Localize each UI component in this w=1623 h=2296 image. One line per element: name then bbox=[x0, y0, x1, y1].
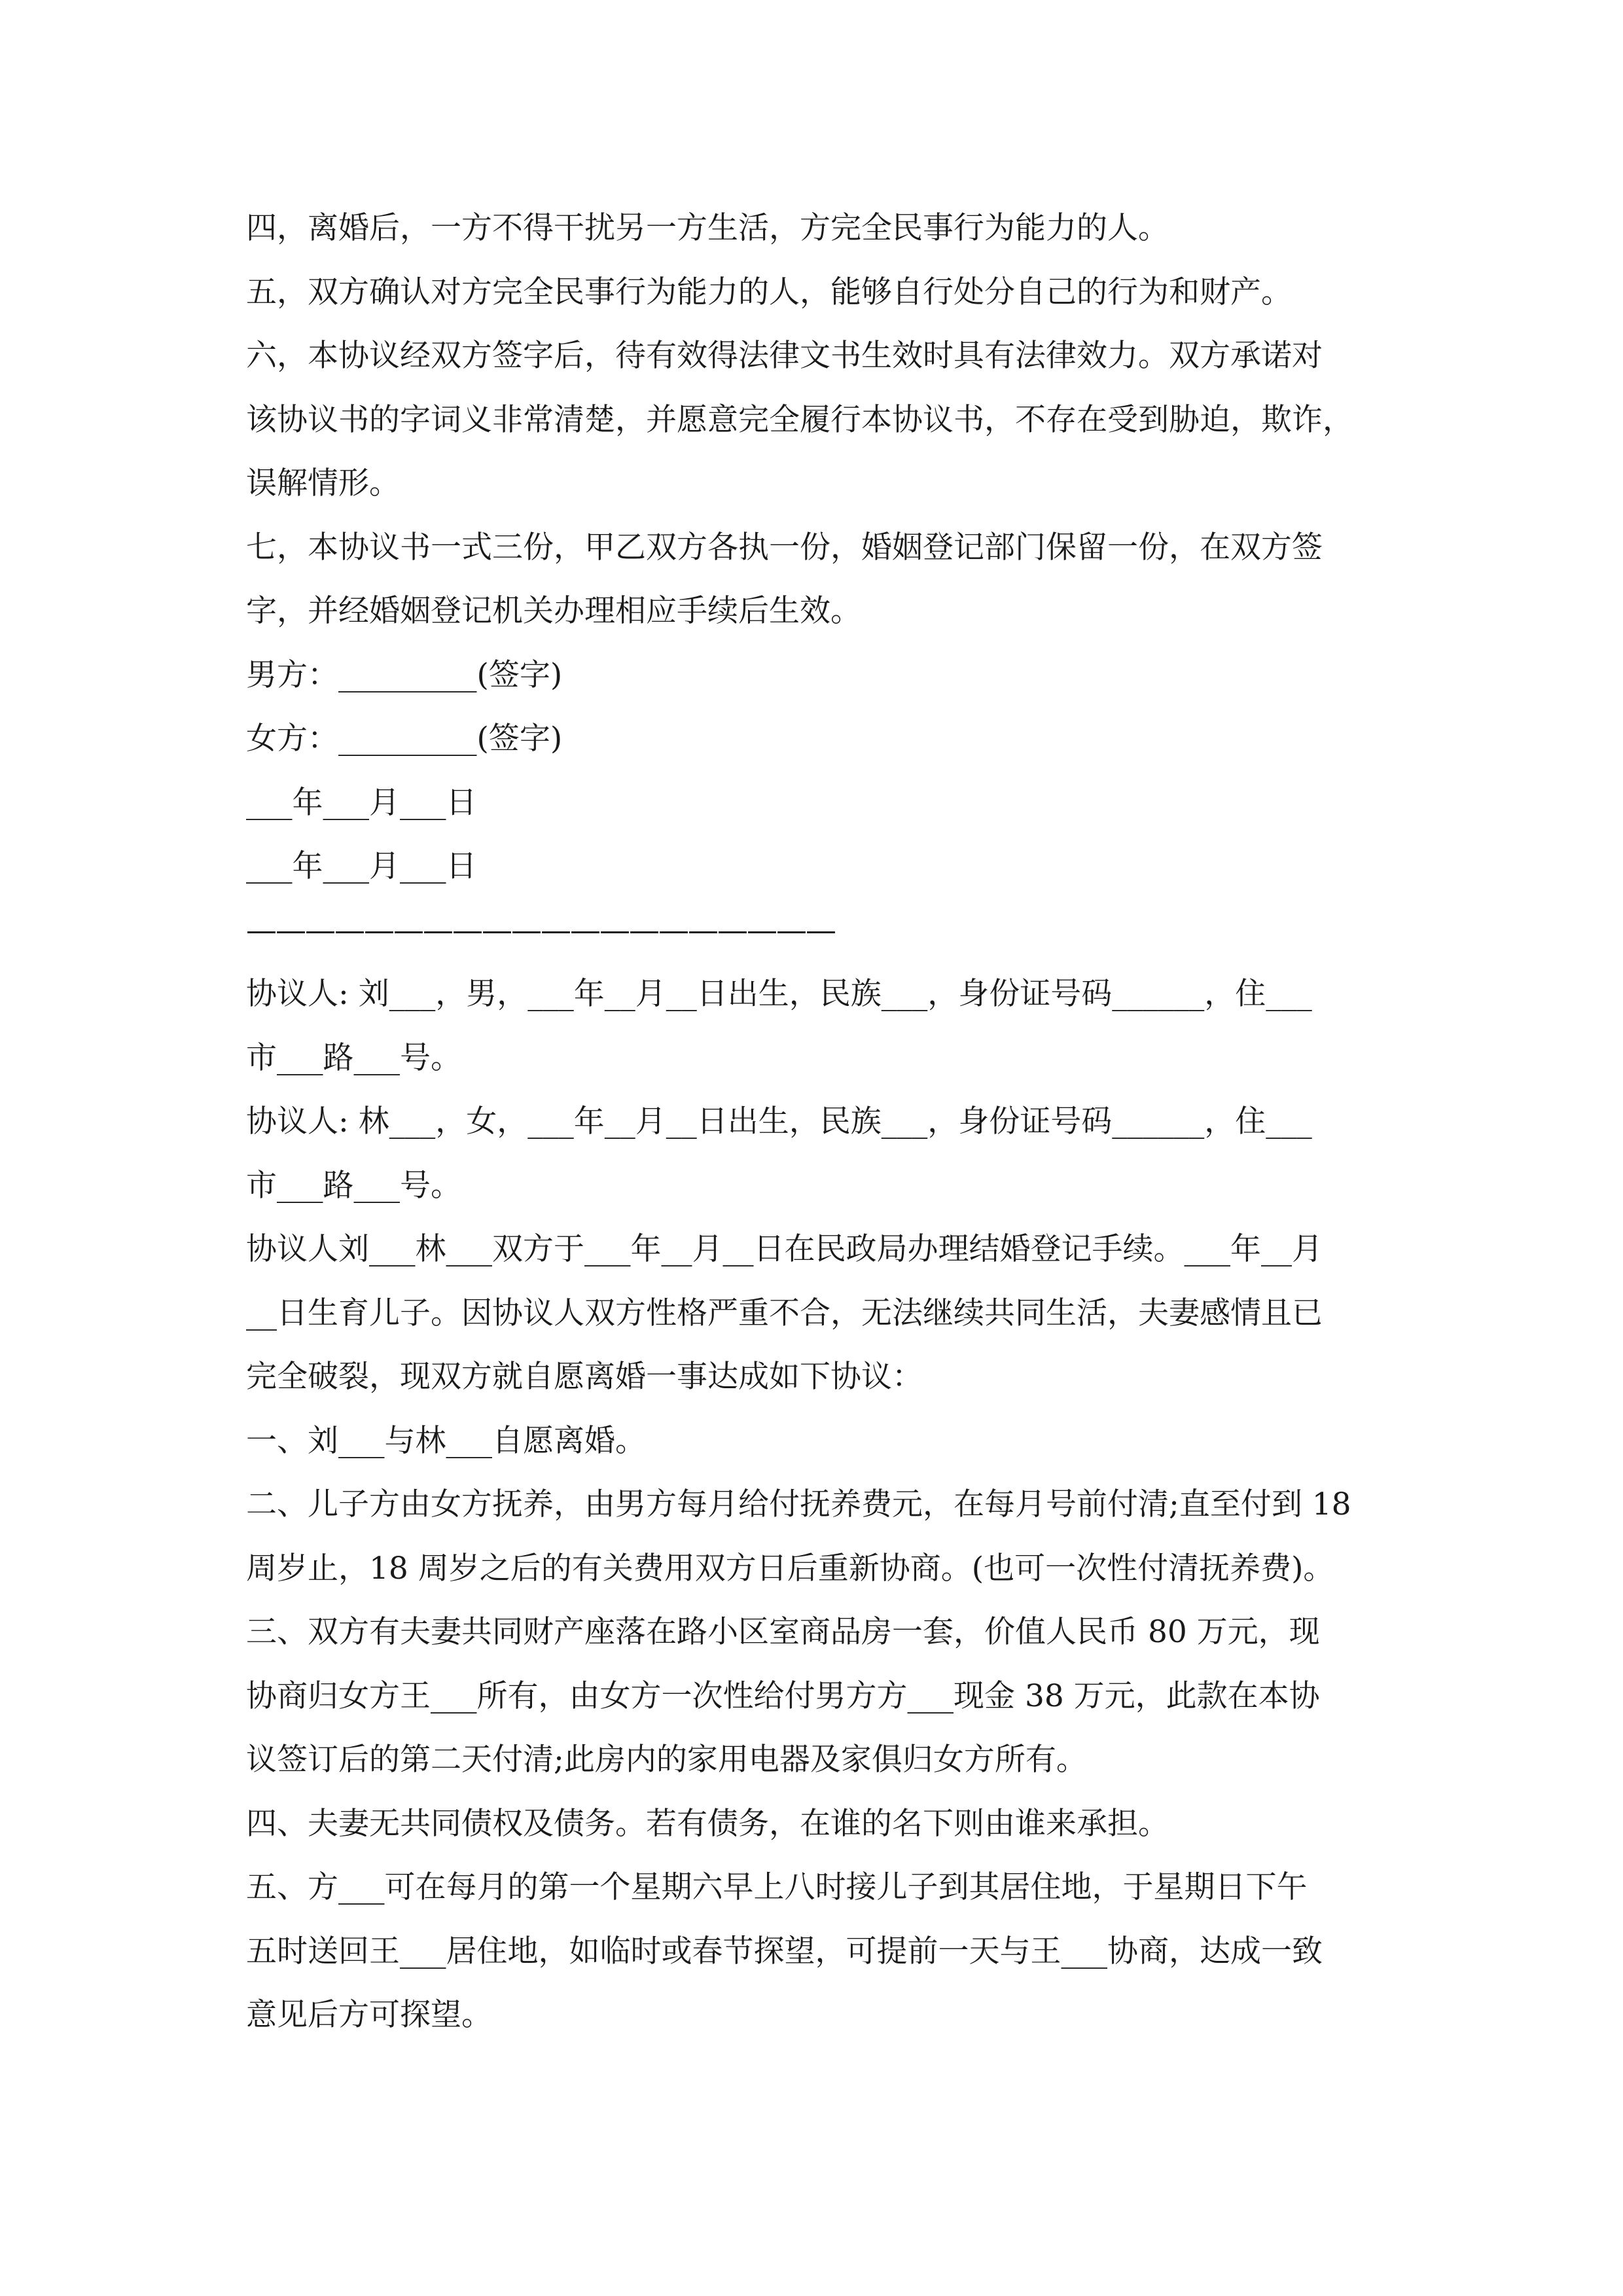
article-3-line-1: 三、双方有夫妻共同财产座落在路小区室商品房一套，价值人民币 80 万元，现 bbox=[246, 1614, 1320, 1650]
article-4-line: 四、夫妻无共同债权及债务。若有债务，在谁的名下则由谁来承担。 bbox=[246, 1805, 1169, 1842]
clause-6-line-2: 该协议书的字词义非常清楚，并愿意完全履行本协议书，不存在受到胁迫，欺诈， bbox=[246, 401, 1353, 438]
male-signature-line: 男方：_________(签字) bbox=[246, 656, 563, 693]
article-2-line-1: 二、儿子方由女方抚养，由男方每月给付抚养费元，在每月号前付清;直至付到 18 bbox=[246, 1486, 1351, 1522]
article-5-line-2: 五时送回王___居住地，如临时或春节探望，可提前一天与王___协商，达成一致 bbox=[246, 1933, 1323, 1969]
clause-4-line: 四，离婚后，一方不得干扰另一方生活，方完全民事行为能力的人。 bbox=[246, 210, 1169, 246]
date-line-2: ___年___月___日 bbox=[246, 848, 477, 884]
party-liu-line-1: 协议人: 刘___，男，___年__月__日出生，民族___，身份证号码______，住___ bbox=[246, 976, 1312, 1012]
clause-5-line: 五，双方确认对方完全民事行为能力的人，能够自行处分自己的行为和财产。 bbox=[246, 274, 1292, 310]
article-5-line-3: 意见后方可探望。 bbox=[246, 1997, 492, 2033]
party-lin-line-2: 市___路___号。 bbox=[246, 1167, 461, 1204]
preamble-line-2: __日生育儿子。因协议人双方性格严重不合，无法继续共同生活，夫妻感情且已 bbox=[246, 1295, 1323, 1331]
party-lin-line-1: 协议人: 林___，女，___年__月__日出生，民族___，身份证号码______，住___ bbox=[246, 1103, 1312, 1139]
article-1-line: 一、刘___与林___自愿离婚。 bbox=[246, 1422, 646, 1459]
clause-7-line-2: 字，并经婚姻登记机关办理相应手续后生效。 bbox=[246, 593, 861, 629]
section-divider: ———————————————————— bbox=[246, 912, 835, 948]
female-signature-line: 女方：_________(签字) bbox=[246, 721, 563, 757]
article-3-line-2: 协商归女方王___所有，由女方一次性给付男方方___现金 38 万元，此款在本协 bbox=[246, 1677, 1320, 1714]
document-page bbox=[246, 196, 1385, 2047]
article-5-line-1: 五、方___可在每月的第一个星期六早上八时接儿子到其居住地，于星期日下午 bbox=[246, 1869, 1308, 1905]
party-liu-line-2: 市___路___号。 bbox=[246, 1039, 461, 1076]
article-3-line-3: 议签订后的第二天付清;此房内的家用电器及家俱归女方所有。 bbox=[246, 1742, 1087, 1778]
clause-6-line-1: 六，本协议经双方签字后，待有效得法律文书生效时具有法律效力。双方承诺对 bbox=[246, 338, 1323, 374]
date-line-1: ___年___月___日 bbox=[246, 784, 477, 821]
article-2-line-2: 周岁止，18 周岁之后的有关费用双方日后重新协商。(也可一次性付清抚养费)。 bbox=[246, 1550, 1334, 1587]
clause-6-line-3: 误解情形。 bbox=[246, 465, 400, 501]
clause-7-line-1: 七，本协议书一式三份，甲乙双方各执一份，婚姻登记部门保留一份，在双方签 bbox=[246, 529, 1323, 565]
preamble-line-3: 完全破裂，现双方就自愿离婚一事达成如下协议： bbox=[246, 1359, 923, 1395]
preamble-line-1: 协议人刘___林___双方于___年__月__日在民政局办理结婚登记手续。___年__月 bbox=[246, 1231, 1323, 1267]
